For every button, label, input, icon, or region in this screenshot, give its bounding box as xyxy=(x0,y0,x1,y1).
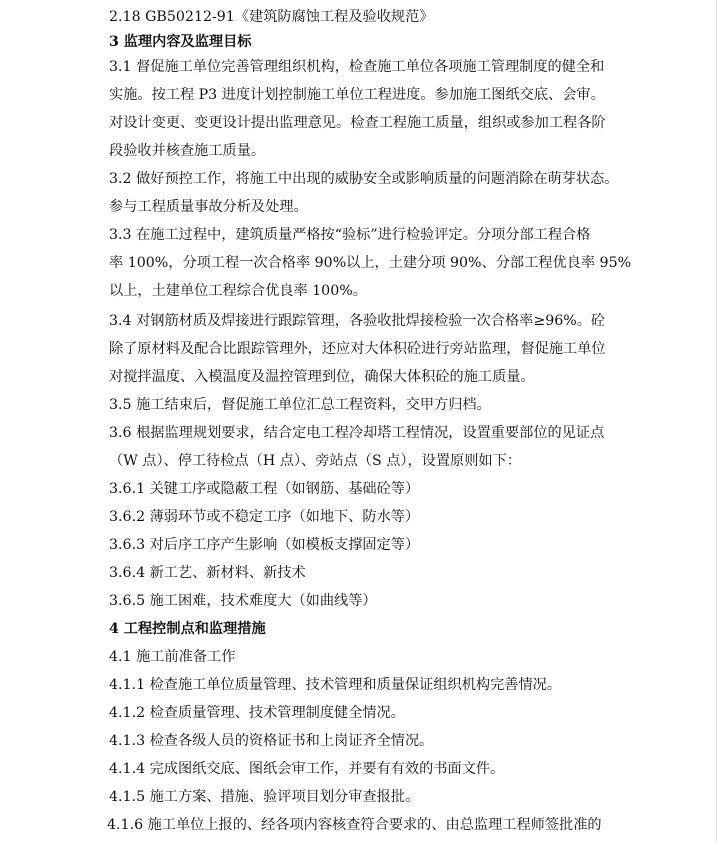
section-3-heading: 3 监理内容及监理目标 xyxy=(109,34,252,50)
clause-3-4-line-2: 除了原材料及配合比跟踪管理外，还应对大体积砼进行旁站监理，督促施工单位 xyxy=(109,341,606,357)
clause-3-6-4: 3.6.4 新工艺、新材料、新技术 xyxy=(109,565,306,581)
clause-3-2-line-1: 3.2 做好预控工作，将施工中出现的威胁安全或影响质量的问题消除在萌芽状态。 xyxy=(109,171,619,187)
clause-3-4-line-3: 对搅拌温度、入模温度及温控管理到位，确保大体积砼的施工质量。 xyxy=(109,369,535,385)
clause-2-18: 2.18 GB50212-91《建筑防腐蚀工程及验收规范》 xyxy=(109,9,434,25)
clause-4-1-2: 4.1.2 检查质量管理、技术管理制度健全情况。 xyxy=(109,705,405,721)
clause-4-1-1: 4.1.1 检查施工单位质量管理、技术管理和质量保证组织机构完善情况。 xyxy=(109,677,562,693)
clause-3-6-3: 3.6.3 对后序工序产生影响（如模板支撑固定等） xyxy=(109,537,420,553)
clause-4-1-4: 4.1.4 完成图纸交底、图纸会审工作，并要有有效的书面文件。 xyxy=(109,761,505,777)
clause-3-3-line-1: 3.3 在施工过程中，建筑质量严格按“验标”进行检验评定。分项分部工程合格 xyxy=(109,227,591,243)
clause-4-1-5: 4.1.5 施工方案、措施、验评项目划分审查报批。 xyxy=(109,789,420,805)
clause-3-1-line-2: 实施。按工程 P3 进度计划控制施工单位工程进度。参加施工图纸交底、会审。 xyxy=(109,87,605,103)
clause-3-1-line-3: 对设计变更、变更设计提出监理意见。检查工程施工质量，组织或参加工程各阶 xyxy=(109,115,606,131)
clause-3-1-line-4: 段验收并核查施工质量。 xyxy=(109,143,266,159)
clause-3-6-line-2: （W 点）、停工待检点（H 点）、旁站点（S 点），设置原则如下： xyxy=(109,453,521,469)
clause-3-6-line-1: 3.6 根据监理规划要求，结合定电工程冷却塔工程情况，设置重要部位的见证点 xyxy=(109,425,605,441)
clause-3-6-2: 3.6.2 薄弱环节或不稳定工序（如地下、防水等） xyxy=(109,509,420,525)
clause-3-2-line-2: 参与工程质量事故分析及处理。 xyxy=(109,199,308,215)
clause-3-4-line-1: 3.4 对钢筋材质及焊接进行跟踪管理，各验收批焊接检验一次合格率≥96%。砼 xyxy=(109,313,606,329)
clause-3-6-1: 3.6.1 关键工序或隐蔽工程（如钢筋、基础砼等） xyxy=(109,481,420,497)
clause-3-3-line-3: 以上，土建单位工程综合优良率 100%。 xyxy=(109,283,367,299)
section-4-heading: 4 工程控制点和监理措施 xyxy=(109,621,266,637)
clause-3-5: 3.5 施工结束后，督促施工单位汇总工程资料，交甲方归档。 xyxy=(109,397,491,413)
clause-4-1: 4.1 施工前准备工作 xyxy=(109,649,236,665)
clause-3-1-line-1: 3.1 督促施工单位完善管理组织机构，检查施工单位各项施工管理制度的健全和 xyxy=(109,59,605,75)
clause-4-1-6: 4.1.6 施工单位上报的、经各项内容核查符合要求的、由总监理工程师签批准的 xyxy=(107,817,602,833)
clause-3-3-line-2: 率 100%，分项工程一次合格率 90%以上，土建分项 90%、分部工程优良率 95% xyxy=(109,255,632,271)
clause-3-6-5: 3.6.5 施工困难，技术难度大（如曲线等） xyxy=(109,593,377,609)
clause-4-1-3: 4.1.3 检查各级人员的资格证书和上岗证齐全情况。 xyxy=(109,733,434,749)
